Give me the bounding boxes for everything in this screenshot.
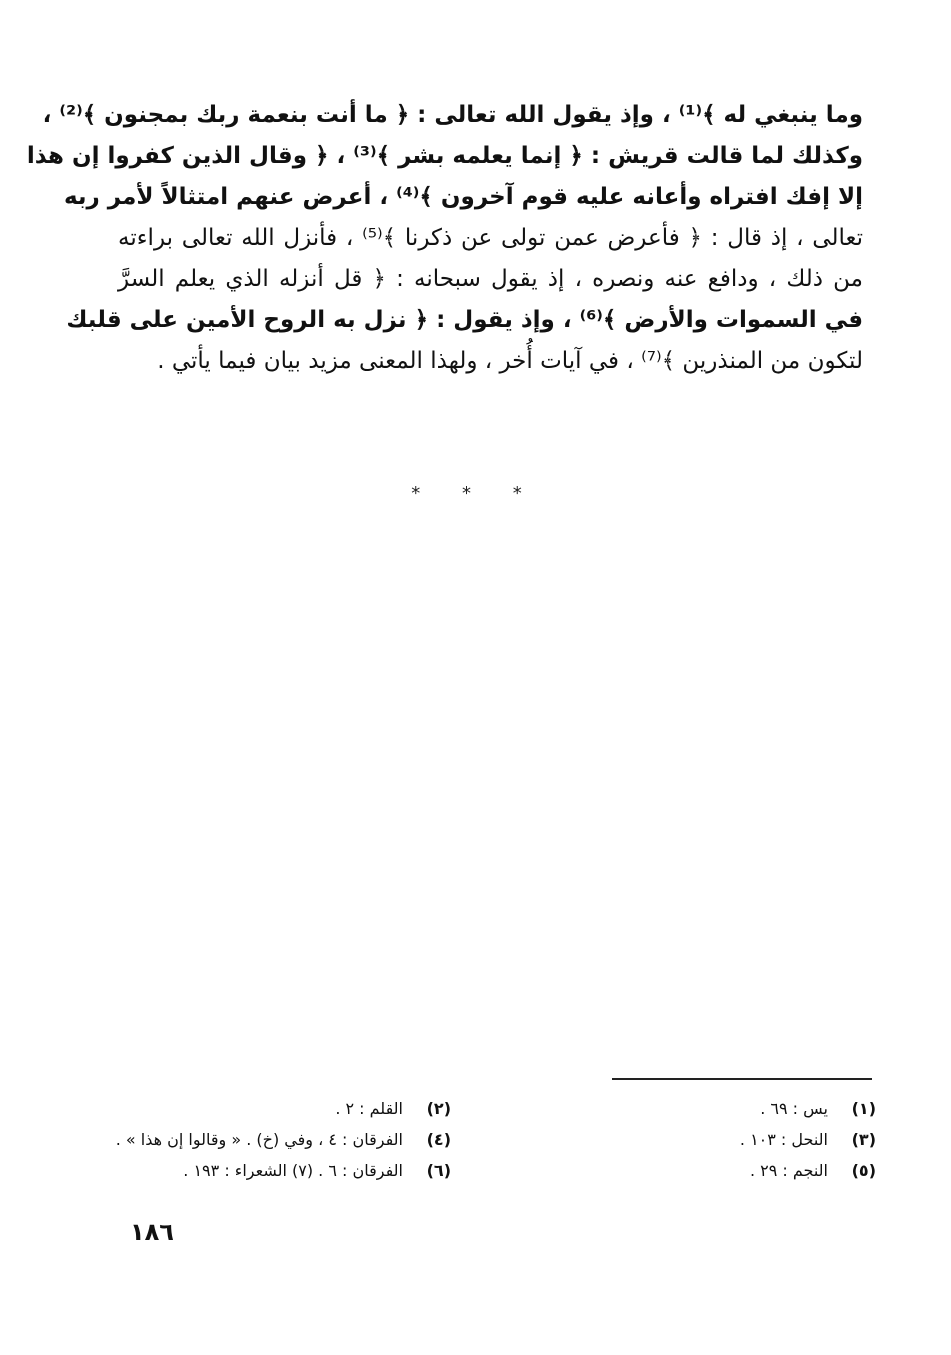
paragraph-line: وما ينبغي له ﴾⁽¹⁾ ، وإذ يقول الله تعالى : ﴿ ما أنت بنعمة ربك بمجنون ﴾⁽²⁾ ، (42, 102, 863, 128)
footnote-number: (٥) (851, 1161, 876, 1180)
main-paragraph (26, 95, 863, 382)
paragraph-line: في السموات والأرض ﴾⁽⁶⁾ ، وإذ يقول : ﴿ نزل به الروح الأمين على قلبك (66, 307, 863, 333)
footnote-number: (٣) (851, 1130, 876, 1149)
paragraph-line: لتكون من المنذرين ﴾⁽⁷⁾ ، في آيات أُخر ، ولهذا المعنى مزيد بيان فيما يأتي . (157, 348, 863, 374)
footnote-text: النحل : ١٠٣ . (739, 1130, 828, 1149)
footnote-item (115, 1124, 451, 1155)
footnote-text: الفرقان : ٤ ، وفي (خ) . « وقالوا إن هذا » . (115, 1130, 403, 1149)
footnote-item (626, 1093, 876, 1124)
footnote-rule (612, 1078, 872, 1080)
footnote-number: (٤) (426, 1130, 451, 1149)
footnote-number: (١) (851, 1099, 876, 1118)
footnote-text: يس : ٦٩ . (760, 1099, 828, 1118)
footnote-item (626, 1124, 876, 1155)
paragraph-line: إلا إفك افتراه وأعانه عليه قوم آخرون ﴾⁽⁴⁾ ، أعرض عنهم امتثالاً لأمر ربه (63, 184, 863, 210)
footnote-item (121, 1155, 451, 1186)
paragraph-line: من ذلك ، ودافع عنه ونصره ، إذ يقول سبحانه : ﴿ قل أنزله الذي يعلم السرَّ (118, 266, 863, 292)
footnote-text: النجم : ٢٩ . (749, 1161, 828, 1180)
footnotes-right-column (626, 1093, 876, 1186)
footnote-number: (٦) (426, 1161, 451, 1180)
footnote-text: القلم : ٢ . (335, 1099, 403, 1118)
footnote-number: (٢) (426, 1099, 451, 1118)
footnote-text: الفرقان : ٦ . (٧) الشعراء : ١٩٣ . (183, 1161, 403, 1180)
paragraph-line: تعالى ، إذ قال : ﴿ فأعرض عمن تولى عن ذكرنا ﴾⁽⁵⁾ ، فأنزل الله تعالى براءته (118, 225, 863, 251)
page-number: ١٨٦ (130, 1218, 174, 1246)
section-divider: * * * (411, 483, 540, 504)
footnote-item (121, 1093, 451, 1124)
paragraph-line: وكذلك لما قالت قريش : ﴿ إنما يعلمه بشر ﴾⁽³⁾ ، ﴿ وقال الذين كفروا إن هذا (26, 143, 863, 169)
footnote-item (626, 1155, 876, 1186)
footnotes-left-column (115, 1093, 451, 1186)
